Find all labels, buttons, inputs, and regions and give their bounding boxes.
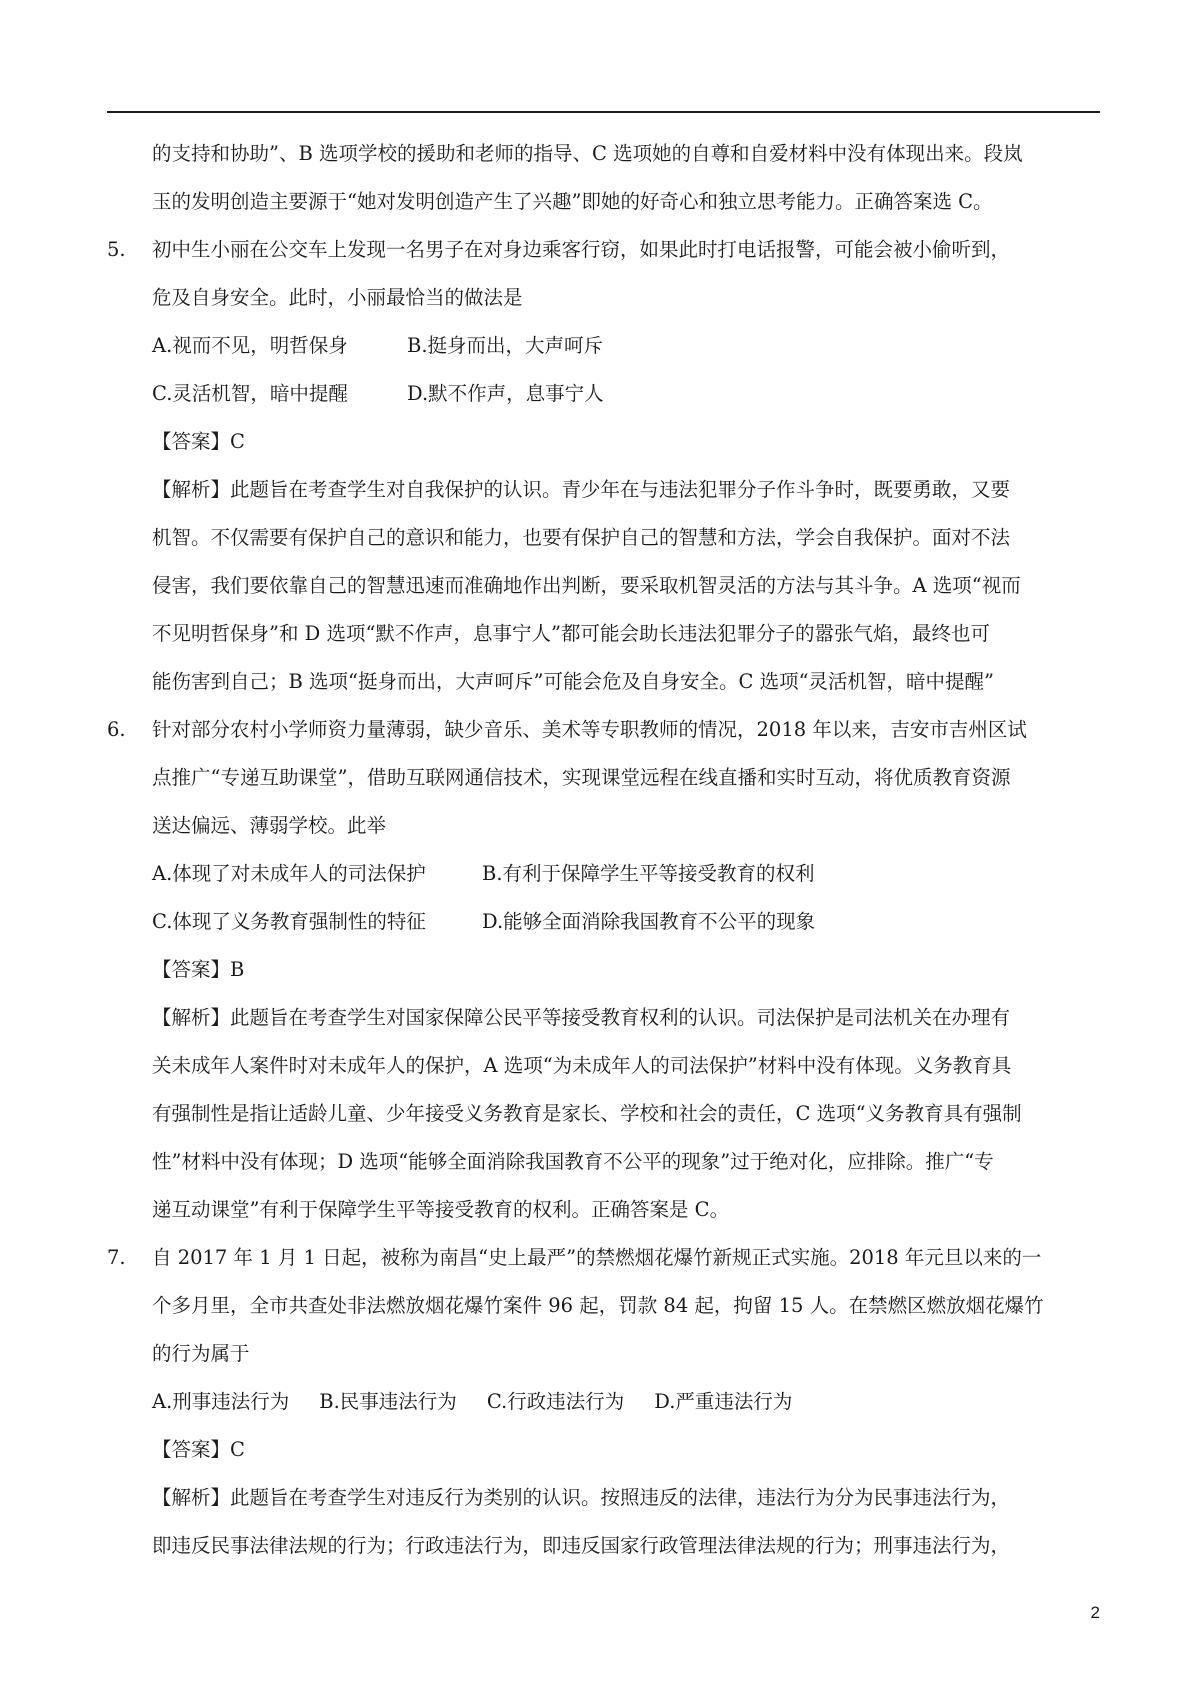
- document-body: [107, 130, 1100, 1570]
- continuation-line: 玉的发明创造主要源于“她对发明创造产生了兴趣”即她的好奇心和独立思考能力。正确答案选 C。: [152, 190, 993, 213]
- options-row: [107, 898, 1100, 946]
- option-d: D.严重违法行为: [654, 1390, 793, 1413]
- options-row: [107, 1378, 1100, 1426]
- options-row: [107, 850, 1100, 898]
- page-number: 2: [1090, 1603, 1100, 1622]
- analysis-line: 性”材料中没有体现；D 选项“能够全面消除我国教育不公平的现象”过于绝对化，应排除。推广“专: [152, 1150, 994, 1173]
- option-c: C.灵活机智，暗中提醒: [152, 382, 348, 405]
- question-stem: 的行为属于: [152, 1342, 250, 1365]
- question-stem: 点推广“专递互助课堂”，借助互联网通信技术，实现课堂远程在线直播和实时互动，将优质教育资源: [152, 766, 1011, 789]
- continuation-line: 的支持和协助”、B 选项学校的援助和老师的指导、C 选项她的自尊和自爱材料中没有体现出来。段岚: [152, 142, 1023, 165]
- option-a: A.体现了对未成年人的司法保护: [152, 862, 426, 885]
- question-stem: 个多月里，全市共查处非法燃放烟花爆竹案件 96 起，罚款 84 起，拘留 15 人。在禁燃区燃放烟花爆竹: [152, 1294, 1044, 1317]
- options-row: [107, 322, 1100, 370]
- option-c: C.行政违法行为: [486, 1390, 625, 1413]
- question-6: [107, 706, 1100, 850]
- analysis-line: 【解析】此题旨在考查学生对国家保障公民平等接受教育权利的认识。司法保护是司法机关在办理有: [152, 1006, 1011, 1029]
- question-stem: 针对部分农村小学师资力量薄弱，缺少音乐、美术等专职教师的情况，2018 年以来，吉安市吉州区试: [152, 718, 1027, 741]
- analysis-line: 有强制性是指让适龄儿童、少年接受义务教育是家长、学校和社会的责任，C 选项“义务教育具有强制: [152, 1102, 1022, 1125]
- option-c: C.体现了义务教育强制性的特征: [152, 910, 426, 933]
- option-d: D.能够全面消除我国教育不公平的现象: [482, 910, 816, 933]
- answer: 【答案】B: [152, 958, 245, 981]
- question-stem: 初中生小丽在公交车上发现一名男子在对身边乘客行窃，如果此时打电话报警，可能会被小偷听到，: [152, 238, 1011, 261]
- question-7: [107, 1234, 1100, 1378]
- analysis-line: 即违反民事法律法规的行为；行政违法行为，即违反国家行政管理法律法规的行为；刑事违法行为，: [152, 1534, 1011, 1557]
- analysis-line: 【解析】此题旨在考查学生对违反行为类别的认识。按照违反的法律，违法行为分为民事违法行为，: [152, 1486, 1011, 1509]
- header-rule: [107, 111, 1100, 113]
- question-5: [107, 226, 1100, 322]
- question-stem: 自 2017 年 1 月 1 日起，被称为南昌“史上最严”的禁燃烟花爆竹新规正式实施。2018 年元旦以来的一: [152, 1246, 1042, 1269]
- options-row: [107, 370, 1100, 418]
- analysis-line: 机智。不仅需要有保护自己的意识和能力，也要有保护自己的智慧和方法，学会自我保护。面对不法: [152, 526, 1011, 549]
- analysis-line: 侵害，我们要依靠自己的智慧迅速而准确地作出判断，要采取机智灵活的方法与其斗争。A 选项“视而: [152, 574, 1021, 597]
- question-number: 7.: [107, 1246, 126, 1269]
- option-b: B.挺身而出，大声呵斥: [407, 334, 604, 357]
- analysis-line: 关未成年人案件时对未成年人的保护，A 选项“为未成年人的司法保护”材料中没有体现。义务教育具: [152, 1054, 1012, 1077]
- analysis-line: 不见明哲保身”和 D 选项“默不作声，息事宁人”都可能会助长违法犯罪分子的嚣张气焰，最终也可: [152, 622, 990, 645]
- option-a: A.视而不见，明哲保身: [152, 334, 348, 357]
- question-number: 6.: [107, 718, 126, 741]
- analysis-line: 能伤害到自己；B 选项“挺身而出，大声呵斥”可能会危及自身安全。C 选项“灵活机智，暗中提醒”: [152, 670, 995, 693]
- answer: 【答案】C: [152, 430, 245, 453]
- option-b: B.有利于保障学生平等接受教育的权利: [482, 862, 815, 885]
- option-d: D.默不作声，息事宁人: [407, 382, 604, 405]
- analysis-line: 递互动课堂”有利于保障学生平等接受教育的权利。正确答案是 C。: [152, 1198, 730, 1221]
- question-number: 5.: [107, 238, 126, 261]
- question-stem: 送达偏远、薄弱学校。此举: [152, 814, 387, 837]
- question-stem: 危及自身安全。此时，小丽最恰当的做法是: [152, 286, 523, 309]
- analysis-line: 【解析】此题旨在考查学生对自我保护的认识。青少年在与违法犯罪分子作斗争时，既要勇敢，又要: [152, 478, 1011, 501]
- option-a: A.刑事违法行为: [152, 1390, 290, 1413]
- answer: 【答案】C: [152, 1438, 245, 1461]
- option-b: B.民事违法行为: [319, 1390, 457, 1413]
